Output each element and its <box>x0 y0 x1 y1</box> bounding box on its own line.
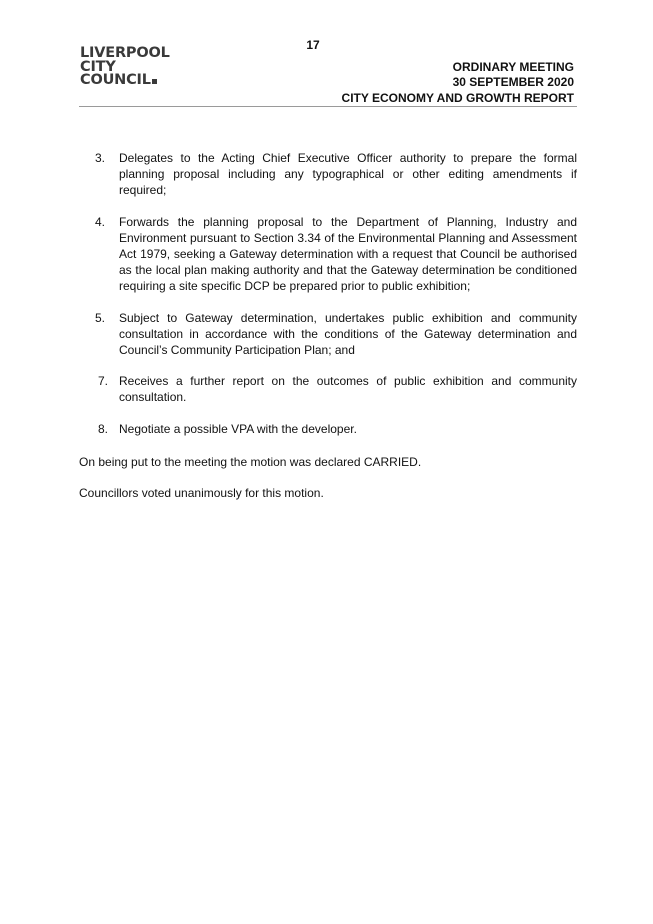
motion-list <box>79 150 577 452</box>
report-title: CITY ECONOMY AND GROWTH REPORT <box>341 91 574 105</box>
motion-item-text: Receives a further report on the outcomes of public exhibition and community consultation. <box>119 374 577 405</box>
motion-item-8 <box>79 421 577 437</box>
council-logo <box>80 47 170 88</box>
meeting-date: 30 SEPTEMBER 2020 <box>452 75 574 89</box>
logo-line-3 <box>80 74 170 88</box>
motion-item-number: 4. <box>95 214 106 229</box>
motion-item-4 <box>79 214 577 295</box>
logo-line-3-text: COUNCIL <box>80 72 151 88</box>
motion-item-3 <box>79 150 577 199</box>
motion-item-text: Forwards the planning proposal to the Department of Planning, Industry and Environment pursuant to Section 3.34 of the Environmental Planning and Assessment Act 1979, seeking a Gateway determination with a request that Council be authorised as the local plan making authority and that the Gateway determination be conditioned requiring a site specific DCP be prepared prior to public exhibition; <box>119 214 577 294</box>
motion-item-number: 5. <box>95 310 106 325</box>
motion-item-number: 3. <box>95 151 106 165</box>
meeting-info <box>453 60 574 90</box>
motion-item-5 <box>79 310 577 359</box>
meeting-type: ORDINARY MEETING <box>452 60 574 74</box>
vote-statement: Councillors voted unanimously for this motion. <box>79 486 324 500</box>
logo-mark-icon <box>152 79 157 84</box>
logo-line-1: LIVERPOOL <box>80 45 170 61</box>
motion-item-text: Negotiate a possible VPA with the developer. <box>119 421 357 436</box>
header-divider <box>79 106 577 107</box>
motion-item-text: Delegates to the Acting Chief Executive Officer authority to prepare the formal planning proposal including any typographical or other editing amendments if required; <box>119 151 577 198</box>
page-number: 17 <box>306 38 320 52</box>
motion-item-number: 8. <box>98 421 109 436</box>
motion-item-number: 7. <box>98 374 109 389</box>
motion-item-7 <box>79 373 577 405</box>
motion-result: On being put to the meeting the motion was declared CARRIED. <box>79 455 422 469</box>
motion-item-text: Subject to Gateway determination, undertakes public exhibition and community consultation in accordance with the conditions of the Gateway determination and Council’s Community Participation Plan; and <box>119 310 577 358</box>
logo-line-2: CITY <box>80 58 116 75</box>
